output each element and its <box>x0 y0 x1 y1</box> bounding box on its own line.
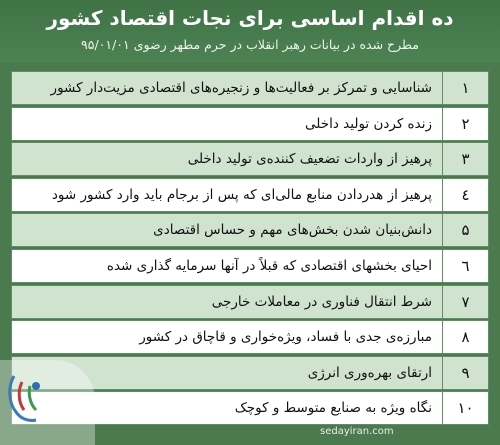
item-number: ٤ <box>442 179 488 211</box>
list-item <box>11 71 489 105</box>
item-text: ارتقای بهره‌وری انرژی <box>12 357 442 389</box>
item-text: شرط انتقال فناوری در معاملات خارجی <box>12 286 442 318</box>
list-item <box>11 213 489 247</box>
item-number: ۱ <box>442 72 488 104</box>
item-text: شناسایی و تمرکز بر فعالیت‌ها و زنجیره‌های اقتصادی مزیت‌دار کشور <box>12 72 442 104</box>
item-number: ۲ <box>442 108 488 140</box>
list-item <box>11 142 489 176</box>
site-watermark: sedayiran.com <box>320 426 394 437</box>
item-text: دانش‌بنیان شدن بخش‌های مهم و حساس اقتصادی <box>12 214 442 246</box>
item-text: پرهیز از واردات تضعیف کننده‌ی تولید داخلی <box>12 143 442 175</box>
page-title: ده اقدام اساسی برای نجات اقتصاد کشور <box>46 6 454 30</box>
page-subtitle: مطرح شده در بیانات رهبر انقلاب در حرم مطهر رضوی ۹۵/۰۱/۰۱ <box>81 37 419 52</box>
item-text: پرهیز از هدردادن منابع مالی‌ای که پس از برجام باید وارد کشور شود <box>12 179 442 211</box>
item-text: زنده کردن تولید داخلی <box>12 108 442 140</box>
list-item <box>11 249 489 283</box>
list-item <box>11 285 489 319</box>
site-logo-icon <box>6 372 48 424</box>
item-number: ۵ <box>442 214 488 246</box>
item-text: احیای بخشهای اقتصادی که قبلاً در آنها سرمایه گذاری شده <box>12 250 442 282</box>
item-number: ۸ <box>442 321 488 353</box>
item-number: ۳ <box>442 143 488 175</box>
header <box>0 0 500 62</box>
item-text: نگاه ویژه به صنایع متوسط و کوچک <box>12 392 442 424</box>
list-item <box>11 107 489 141</box>
item-number: ۹ <box>442 357 488 389</box>
list-item <box>11 178 489 212</box>
item-number: ٧ <box>442 286 488 318</box>
item-number: ٦ <box>442 250 488 282</box>
item-number: ۱۰ <box>442 392 488 424</box>
item-text: مبارزه‌ی جدی با فساد، ویژه‌خواری و قاچاق در کشور <box>12 321 442 353</box>
list-item <box>11 320 489 354</box>
